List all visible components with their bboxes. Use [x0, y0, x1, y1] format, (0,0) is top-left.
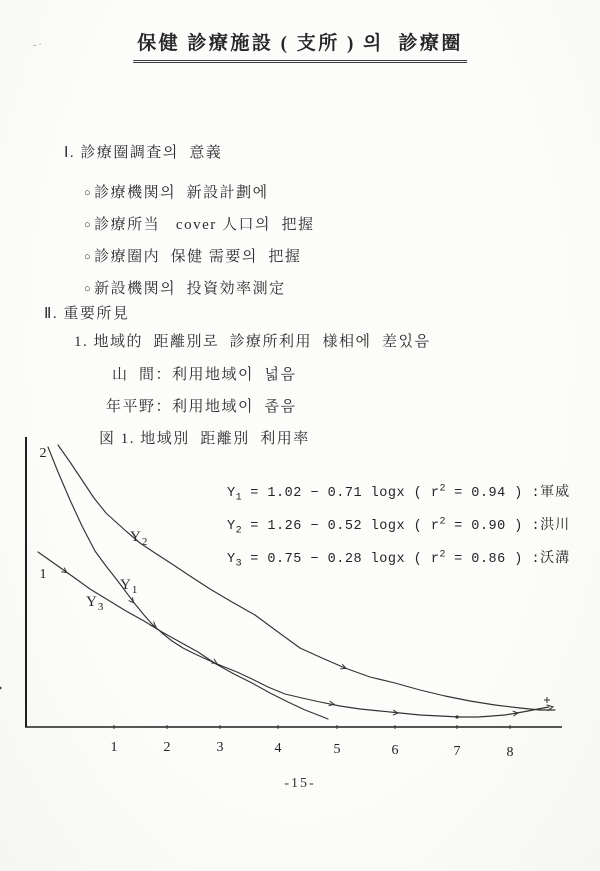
bullet-text: 診療機関의 新設計劃에 — [94, 185, 269, 201]
section-2-heading: Ⅱ. 重要所見 — [44, 306, 130, 322]
eq-tail: = 0.86 ) : — [445, 552, 541, 567]
figure-caption: 図 1. 地域別 距離別 利用率 — [99, 431, 310, 447]
axes — [25, 437, 562, 729]
section-1-heading: Ⅰ. 診療圈調査의 意義 — [64, 145, 223, 161]
x-tick-label: 2 — [163, 740, 171, 755]
note-mountain: 山 間：利用地域이 넓음 — [112, 367, 297, 383]
bullet-text: 診療所当 cover 人口의 把握 — [94, 217, 315, 233]
eq-sub: 2 — [235, 525, 242, 537]
eq-sup: 2 — [439, 483, 446, 495]
eq-body: = 0.75 − 0.28 logx ( r — [241, 552, 440, 567]
bullet-circle-icon: ○ — [84, 187, 93, 199]
y-tick-label: 1 — [39, 567, 47, 582]
eq-region: 沃溝 — [540, 551, 571, 566]
bullet-circle-icon: ○ — [84, 251, 93, 263]
x-tick-label: 1 — [110, 740, 118, 755]
curve-label-y1: $Y_1$ — [120, 577, 139, 596]
x-tick-label: 4 — [274, 741, 282, 756]
eq-lhs: Y — [227, 552, 236, 567]
eq-body: = 1.02 − 0.71 logx ( r — [241, 486, 440, 501]
y-tick-labels — [40, 446, 47, 582]
curve-labels — [86, 529, 148, 613]
bullet-circle-icon: ○ — [84, 283, 93, 295]
eq-sub: 3 — [235, 558, 242, 570]
bullet-text: 新設機関의 投資効率測定 — [94, 281, 286, 297]
y-tick-label: 2 — [39, 446, 47, 461]
x-tick-label: 6 — [391, 743, 399, 758]
bullet-text: 診療圈内 保健 需要의 把握 — [94, 249, 302, 265]
scan-artifact: -· — [33, 40, 44, 51]
x-tick-label: 7 — [453, 744, 461, 759]
x-tick-label: 8 — [506, 745, 514, 760]
page-title: 保健 診療施設 ( 支所 ) 의 診療圈 — [133, 28, 467, 63]
x-tick-labels — [111, 740, 514, 760]
note-plain: 年平野：利用地域이 좁음 — [106, 399, 297, 415]
curve-y2 — [58, 445, 555, 710]
x-tick-label: 3 — [216, 740, 224, 755]
eq-body: = 1.26 − 0.52 logx ( r — [241, 519, 440, 534]
eq-sup: 2 — [439, 549, 446, 561]
eq-region: 洪川 — [540, 518, 571, 533]
plus-marker-icon — [544, 697, 550, 703]
section-2-item: 1. 地域的 距離別로 診療所利用 様相에 差있음 — [74, 334, 431, 350]
curve-label-y2: $Y_2$ — [130, 529, 149, 548]
x-tick-label: 5 — [333, 742, 341, 757]
curve-label-y3: $Y_3$ — [86, 594, 105, 613]
page-number: -15- — [284, 776, 316, 791]
eq-lhs: Y — [227, 486, 236, 501]
eq-lhs: Y — [227, 519, 236, 534]
eq-region: 軍威 — [540, 485, 571, 500]
bullet-circle-icon: ○ — [84, 219, 93, 231]
eq-sub: 1 — [235, 492, 242, 504]
eq-sup: 2 — [439, 516, 446, 528]
eq-tail: = 0.94 ) : — [445, 486, 541, 501]
eq-tail: = 0.90 ) : — [445, 519, 541, 534]
